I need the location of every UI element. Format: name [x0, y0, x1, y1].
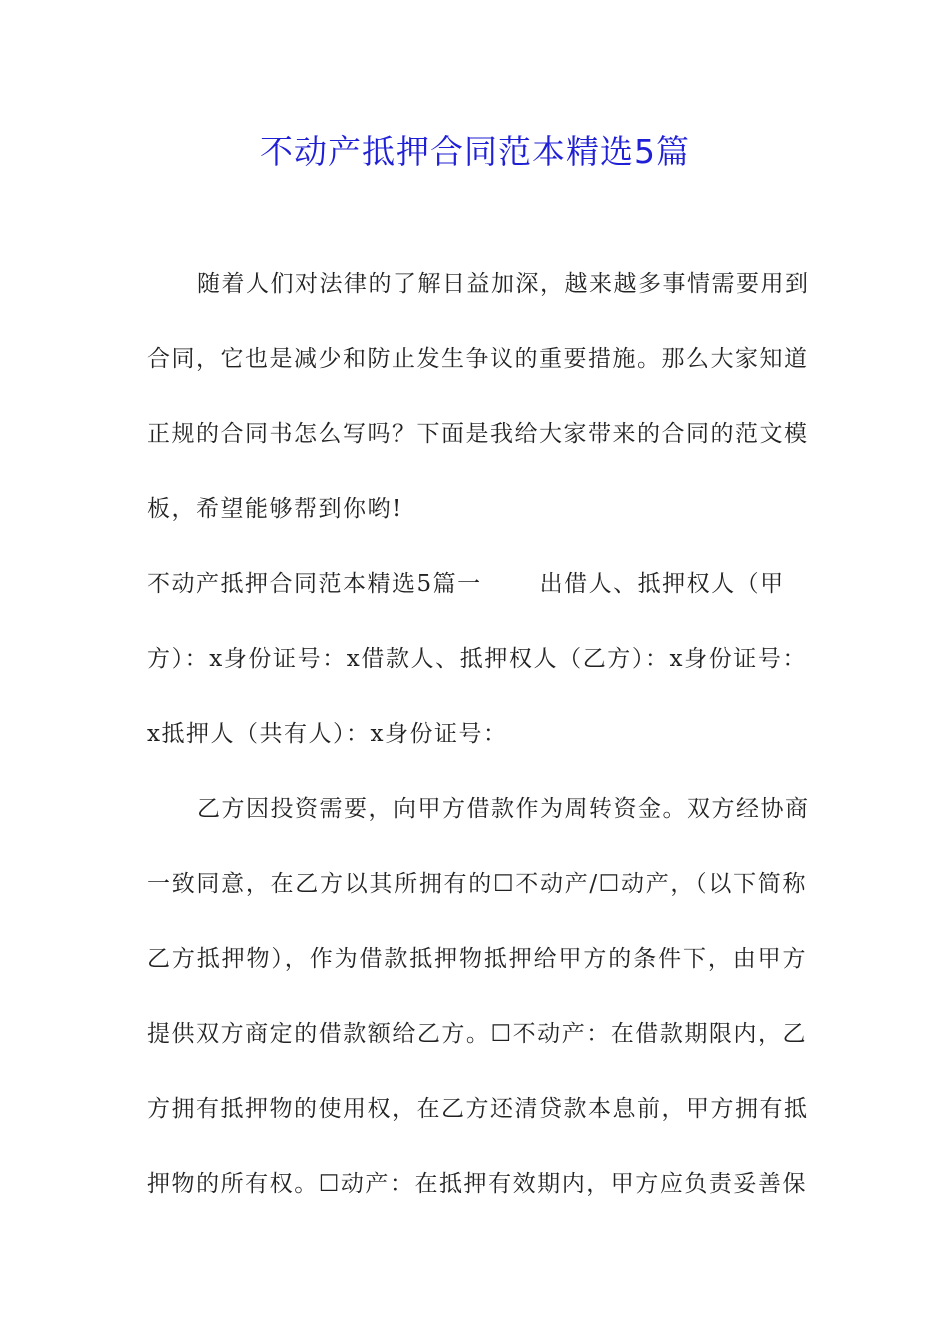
- paragraph-line: 乙方因投资需要，向甲方借款作为周转资金。双方经协商: [197, 796, 810, 822]
- party-lender-label: 出借人、抵押权人（甲: [539, 571, 785, 597]
- paragraph-line: 乙方抵押物），作为借款抵押物抵押给甲方的条件下，由甲方: [147, 946, 807, 972]
- paragraph-line: x抵押人（共有人）：x身份证号：: [147, 721, 508, 747]
- paragraph-line: 合同，它也是减少和防止发生争议的重要措施。那么大家知道: [147, 346, 809, 372]
- paragraph-line: 正规的合同书怎么写吗？下面是我给大家带来的合同的范文模: [147, 421, 809, 447]
- section-heading: 不动产抵押合同范本精选5篇一: [147, 571, 482, 597]
- paragraph-line: 板，希望能够帮到你哟!: [147, 496, 403, 522]
- paragraph-line: 一致同意，在乙方以其所拥有的☐不动产/☐动产，（以下简称: [147, 871, 807, 897]
- paragraph-line: 随着人们对法律的了解日益加深，越来越多事情需要用到: [197, 271, 810, 297]
- paragraph-line: 方）：x身份证号：x借款人、抵押权人（乙方）：x身份证号：: [147, 646, 807, 672]
- section-heading-line: [147, 568, 807, 600]
- document-title: 不动产抵押合同范本精选5篇: [260, 132, 690, 171]
- paragraph-line: 提供双方商定的借款额给乙方。☐不动产：在借款期限内，乙: [147, 1021, 807, 1047]
- paragraph-line: 方拥有抵押物的使用权，在乙方还清贷款本息前，甲方拥有抵: [147, 1096, 809, 1122]
- paragraph-line: 押物的所有权。☐动产：在抵押有效期内，甲方应负责妥善保: [147, 1171, 807, 1197]
